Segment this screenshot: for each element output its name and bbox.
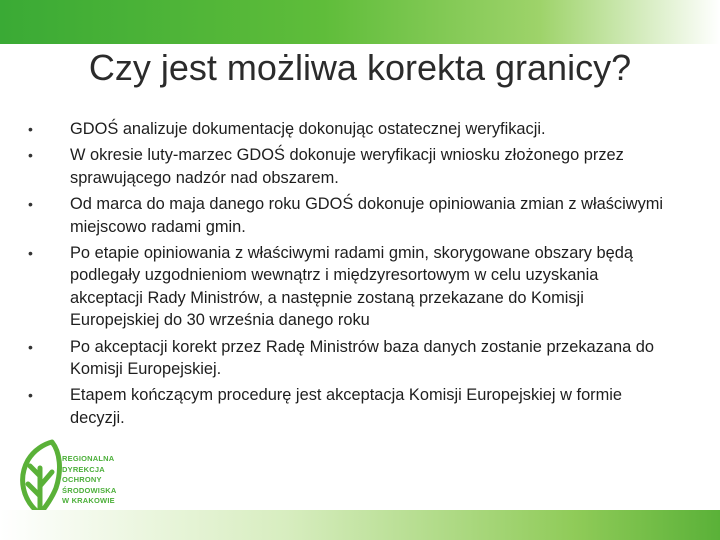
bullet-item [28,144,668,189]
bullet-text: Od marca do maja danego roku GDOŚ dokonuje opiniowania zmian z właściwymi miejscowo radami gmin. [70,195,664,236]
bullet-item [28,336,668,381]
bullet-dot: • [28,121,33,137]
bullet-dot: • [28,196,33,213]
bullet-item [28,242,668,332]
bottom-green-band [0,510,720,540]
bullet-dot: • [28,387,33,404]
top-green-band [0,0,720,44]
bullet-dot: • [28,147,33,164]
logo-line: ŚRODOWISKA [62,485,117,495]
bullet-text: Po etapie opiniowania z właściwymi radami gmin, skorygowane obszary będą podlegały uzgodnieniom wewnątrz i międzyresortowym w celu uzyskania akceptacji Rady Ministrów, a następnie zostaną przekazane do Komisji Europejskiej do 30 września danego roku [70,244,634,330]
bullet-dot: • [28,245,33,262]
bullet-text: Po akceptacji korekt przez Radę Ministrów baza danych zostanie przekazana do Komisji Europejskiej. [70,337,654,379]
logo-line: REGIONALNA [62,454,115,463]
bullet-item [28,118,668,140]
bullet-list [28,118,668,433]
logo-line: OCHRONY [62,475,102,485]
bullet-item [28,193,668,238]
bullet-text: Etapem kończącym procedurę jest akceptacja Komisji Europejskiej w formie decyzji. [70,386,623,427]
bullet-text: W okresie luty-marzec GDOŚ dokonuje weryfikacji wniosku złożonego przez sprawującego nadzór nad obszarem. [70,146,624,187]
logo-line: W KRAKOWIE [62,496,115,506]
slide-title: Czy jest możliwa korekta granicy? [88,47,632,88]
logo-text [62,454,117,507]
bullet-text: GDOŚ analizuje dokumentację dokonując ostatecznej weryfikacji. [70,120,546,138]
bullet-dot: • [28,338,33,355]
bullet-item [28,384,668,429]
logo-line: DYREKCJA [62,464,105,474]
